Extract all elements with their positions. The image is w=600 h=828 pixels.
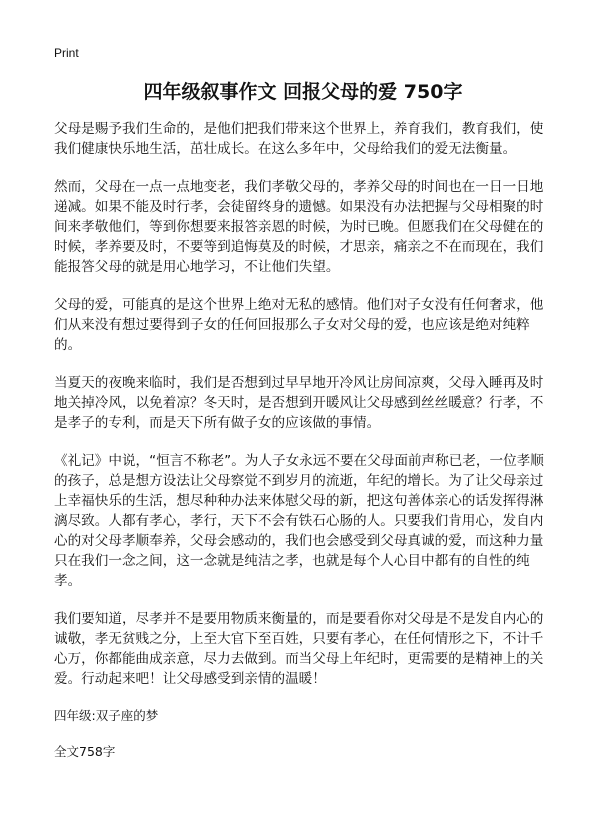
article-category: 四年级:双子座的梦	[54, 708, 159, 723]
article-paragraph-1: 父母是赐予我们生命的，是他们把我们带来这个世界上，养育我们，教育我们，使我们健康快乐地生活，茁壮成长。在这么多年中，父母给我们的爱无法衡量。	[54, 121, 544, 157]
article-paragraph-2: 然而，父母在一点一点地变老，我们孝敬父母的，孝养父母的时间也在一日一日地递减。如果不能及时行孝，会徒留终身的遗憾。如果没有办法把握与父母相聚的时间来孝敬他们，等到你想要来报答亲恩的时候，为时已晚。但愿我们在父母健在的时候，孝养要及时，不要等到追悔莫及的时候，才思亲，痛亲之不在而现在，我们能报答父母的就是用心地学习，不让他们失望。	[54, 179, 544, 275]
article-paragraph-5: 《礼记》中说，“恒言不称老”。为人子女永远不要在父母面前声称已老，一位孝顺的孩子，总是想方设法让父母察觉不到岁月的流逝，年纪的增长。为了让父母亲过上幸福快乐的生活，想尽种种办法来体慰父母的新，把这句善体亲心的话发挥得淋漓尽致。人都有孝心，孝行，天下不会有铁石心肠的人。只要我们肯用心，发自内心的对父母孝顺奉养，父母会感动的，我们也会感受到父母真诚的爱，而这种力量只在我们一念之间，这一念就是纯洁之孝，也就是每个人心目中都有的自性的纯孝。	[54, 453, 544, 589]
article-paragraph-4: 当夏天的夜晚来临时，我们是否想到过早早地开冷风让房间凉爽，父母入睡再及时地关掉冷风，以免着凉？冬天时，是否想到开暖风让父母感到丝丝暖意？行孝，不是孝子的专利，而是天下所有做子女的应该做的事情。	[54, 375, 544, 431]
article-paragraph-3: 父母的爱，可能真的是这个世界上绝对无私的感情。他们对子女没有任何奢求，他们从来没有想过要得到子女的任何回报那么子女对父母的爱，也应该是绝对纯粹的。	[54, 297, 544, 353]
article-title: 四年级叙事作文 回报父母的爱 750字	[143, 81, 463, 103]
article-paragraph-6: 我们要知道，尽孝并不是要用物质来衡量的，而是要看你对父母是不是发自内心的诚敬，孝无贫贱之分，上至大官下至百姓，只要有孝心，在任何情形之下，不计千心万，你都能曲成亲意，尽力去做到。而当父母上年纪时，更需要的是精神上的关爱。行动起来吧！让父母感受到亲情的温暖！	[54, 611, 544, 687]
article-word-count: 全文758字	[54, 744, 116, 759]
print-label: Print	[54, 46, 79, 60]
